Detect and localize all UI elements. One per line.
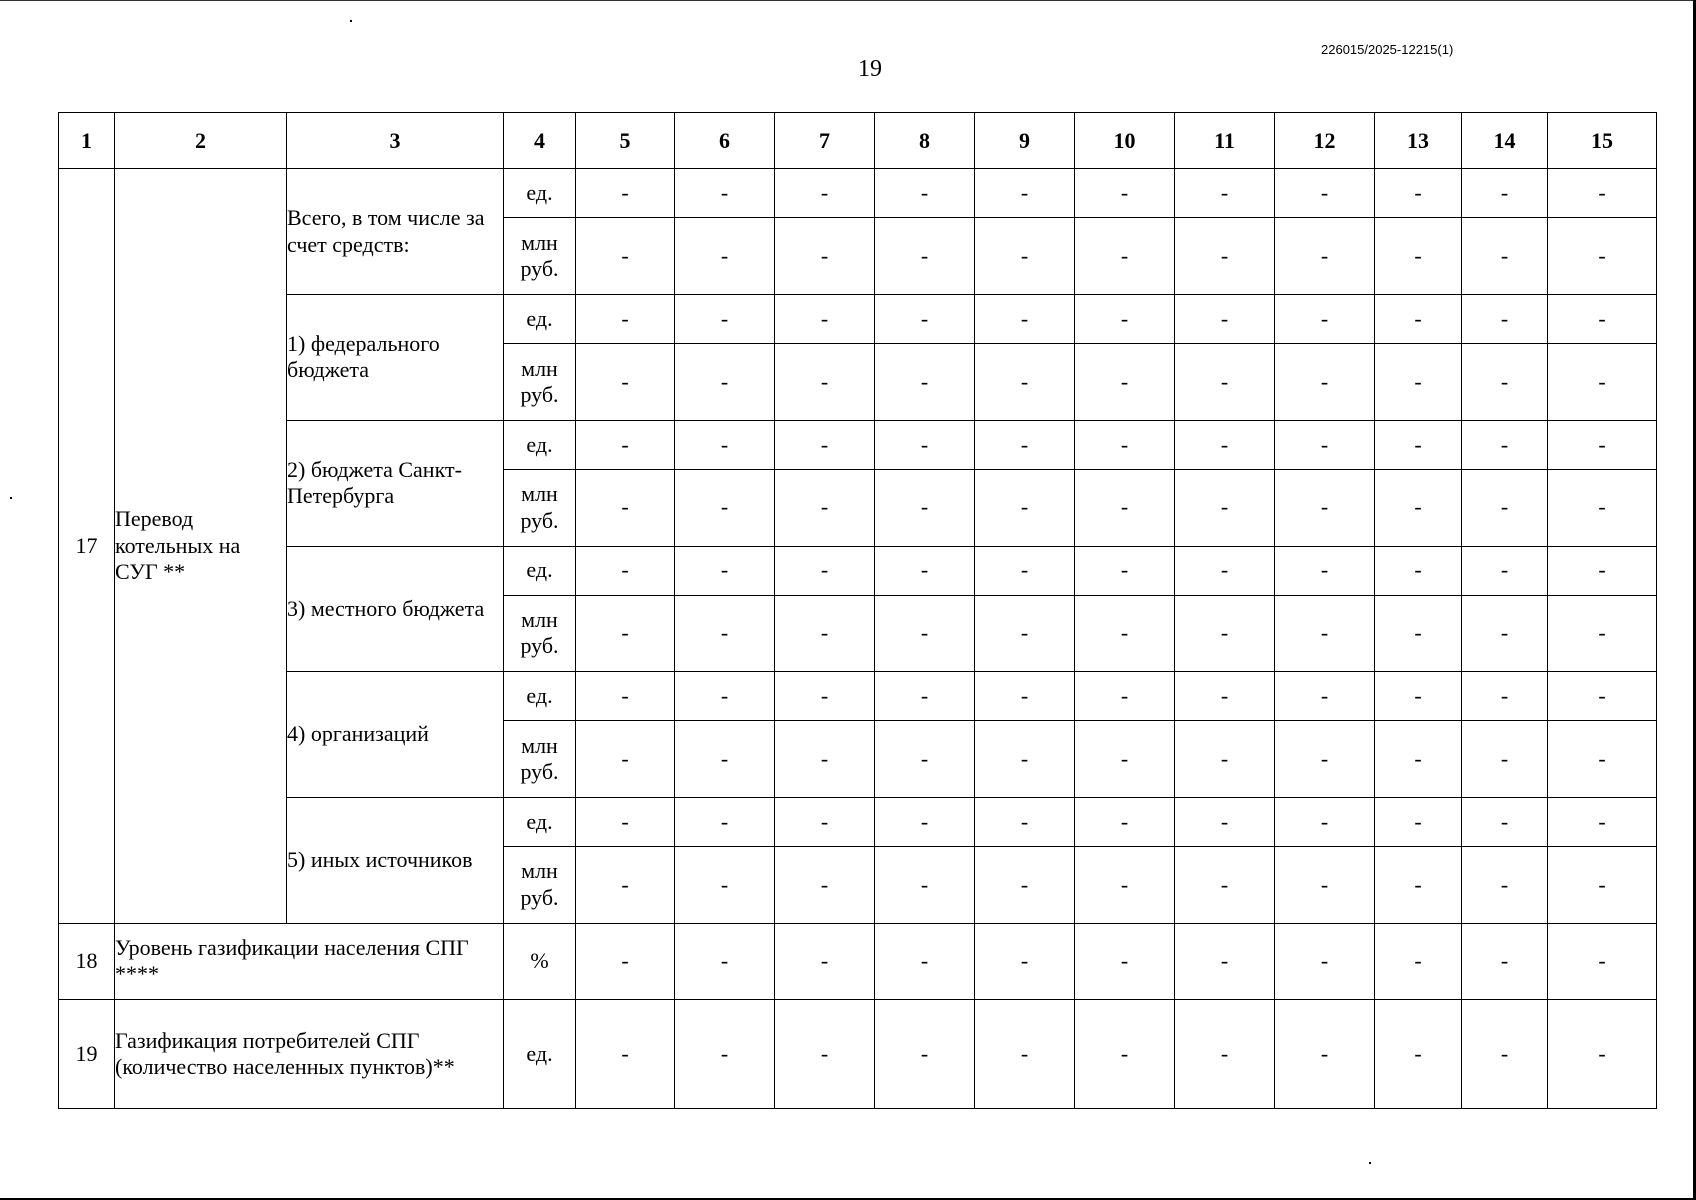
dash-cell: - [1275, 672, 1375, 721]
dash-cell: - [1548, 672, 1657, 721]
dash-cell: - [576, 218, 675, 295]
dash-cell: - [1175, 595, 1275, 672]
dash-cell: - [1375, 797, 1462, 846]
dash-cell: - [576, 846, 675, 923]
row-number: 17 [59, 169, 115, 923]
dash-cell: - [1462, 169, 1548, 218]
dash-cell: - [576, 344, 675, 421]
dash-cell: - [1075, 672, 1175, 721]
dash-cell: - [1275, 721, 1375, 798]
funding-source: 1) федерального бюджета [287, 295, 504, 421]
dash-cell: - [675, 595, 775, 672]
dash-cell: - [775, 846, 875, 923]
dash-cell: - [576, 420, 675, 469]
unit-label: ед. [504, 1000, 576, 1109]
column-header: 7 [775, 113, 875, 169]
dash-cell: - [1462, 218, 1548, 295]
dash-cell: - [1075, 169, 1175, 218]
dash-cell: - [1375, 169, 1462, 218]
dash-cell: - [1075, 546, 1175, 595]
dash-cell: - [1275, 546, 1375, 595]
page-number: 19 [858, 56, 882, 82]
column-header-row [59, 113, 1657, 169]
document-code: 226015/2025-12215(1) [1321, 42, 1454, 57]
table-row [59, 1000, 1657, 1109]
dash-cell: - [1175, 546, 1275, 595]
dash-cell: - [1075, 344, 1175, 421]
dash-cell: - [1275, 295, 1375, 344]
dash-cell: - [1462, 595, 1548, 672]
indicator-name: Газификация потребителей СПГ (количество населенных пунктов)** [115, 1000, 504, 1109]
dash-cell: - [975, 295, 1075, 344]
dash-cell: - [1375, 344, 1462, 421]
dash-cell: - [1075, 295, 1175, 344]
dash-cell: - [875, 469, 975, 546]
table-row [59, 420, 1657, 469]
table-row [59, 923, 1657, 1000]
table-row [59, 546, 1657, 595]
dash-cell: - [875, 923, 975, 1000]
indicator-name: Перевод котельных на СУГ ** [115, 169, 287, 923]
dash-cell: - [975, 1000, 1075, 1109]
dash-cell: - [576, 169, 675, 218]
dash-cell: - [775, 595, 875, 672]
dash-cell: - [1462, 1000, 1548, 1109]
dash-cell: - [1275, 1000, 1375, 1109]
scan-speck [350, 20, 352, 22]
dash-cell: - [1462, 344, 1548, 421]
dash-cell: - [775, 169, 875, 218]
funding-source: 5) иных источников [287, 797, 504, 923]
dash-cell: - [1375, 923, 1462, 1000]
dash-cell: - [775, 546, 875, 595]
dash-cell: - [875, 846, 975, 923]
table-row [59, 797, 1657, 846]
dash-cell: - [675, 344, 775, 421]
dash-cell: - [576, 721, 675, 798]
dash-cell: - [1075, 420, 1175, 469]
dash-cell: - [1075, 218, 1175, 295]
unit-label: млн руб. [504, 344, 576, 421]
dash-cell: - [1548, 797, 1657, 846]
column-header: 8 [875, 113, 975, 169]
dash-cell: - [1375, 595, 1462, 672]
dash-cell: - [1462, 546, 1548, 595]
column-header: 9 [975, 113, 1075, 169]
dash-cell: - [1548, 1000, 1657, 1109]
dash-cell: - [1075, 1000, 1175, 1109]
dash-cell: - [576, 295, 675, 344]
column-header: 3 [287, 113, 504, 169]
unit-label: ед. [504, 797, 576, 846]
dash-cell: - [975, 218, 1075, 295]
dash-cell: - [1075, 469, 1175, 546]
funding-source: 2) бюджета Санкт-Петербурга [287, 420, 504, 546]
dash-cell: - [576, 595, 675, 672]
dash-cell: - [1548, 218, 1657, 295]
dash-cell: - [875, 218, 975, 295]
dash-cell: - [875, 546, 975, 595]
dash-cell: - [1548, 595, 1657, 672]
dash-cell: - [576, 672, 675, 721]
dash-cell: - [1275, 595, 1375, 672]
dash-cell: - [675, 218, 775, 295]
dash-cell: - [1375, 546, 1462, 595]
dash-cell: - [775, 923, 875, 1000]
dash-cell: - [875, 420, 975, 469]
dash-cell: - [1275, 420, 1375, 469]
dash-cell: - [975, 469, 1075, 546]
dash-cell: - [1375, 1000, 1462, 1109]
dash-cell: - [1548, 295, 1657, 344]
dash-cell: - [975, 721, 1075, 798]
dash-cell: - [675, 469, 775, 546]
table-row [59, 672, 1657, 721]
dash-cell: - [1548, 846, 1657, 923]
dash-cell: - [975, 595, 1075, 672]
funding-source: Всего, в том числе за счет средств: [287, 169, 504, 295]
unit-label: % [504, 923, 576, 1000]
unit-label: ед. [504, 295, 576, 344]
dash-cell: - [1548, 923, 1657, 1000]
unit-label: млн руб. [504, 469, 576, 546]
dash-cell: - [875, 721, 975, 798]
unit-label: млн руб. [504, 218, 576, 295]
dash-cell: - [1375, 846, 1462, 923]
dash-cell: - [1075, 923, 1175, 1000]
dash-cell: - [1275, 797, 1375, 846]
data-table [58, 112, 1657, 1109]
dash-cell: - [1375, 218, 1462, 295]
dash-cell: - [775, 295, 875, 344]
dash-cell: - [975, 672, 1075, 721]
dash-cell: - [576, 923, 675, 1000]
dash-cell: - [875, 295, 975, 344]
dash-cell: - [975, 344, 1075, 421]
dash-cell: - [1462, 923, 1548, 1000]
dash-cell: - [975, 546, 1075, 595]
table-row [59, 169, 1657, 218]
dash-cell: - [775, 218, 875, 295]
dash-cell: - [1175, 218, 1275, 295]
dash-cell: - [1275, 469, 1375, 546]
dash-cell: - [1175, 923, 1275, 1000]
dash-cell: - [675, 295, 775, 344]
dash-cell: - [975, 169, 1075, 218]
unit-label: млн руб. [504, 595, 576, 672]
unit-label: ед. [504, 169, 576, 218]
dash-cell: - [576, 797, 675, 846]
dash-cell: - [1462, 469, 1548, 546]
dash-cell: - [875, 1000, 975, 1109]
unit-label: ед. [504, 420, 576, 469]
indicator-name: Уровень газификации населения СПГ **** [115, 923, 504, 1000]
scan-speck [10, 497, 12, 499]
dash-cell: - [775, 469, 875, 546]
dash-cell: - [1075, 595, 1175, 672]
dash-cell: - [1175, 721, 1275, 798]
column-header: 14 [1462, 113, 1548, 169]
unit-label: ед. [504, 672, 576, 721]
dash-cell: - [775, 1000, 875, 1109]
column-header: 12 [1275, 113, 1375, 169]
dash-cell: - [675, 721, 775, 798]
dash-cell: - [675, 420, 775, 469]
dash-cell: - [875, 672, 975, 721]
dash-cell: - [1375, 672, 1462, 721]
dash-cell: - [1275, 218, 1375, 295]
dash-cell: - [775, 420, 875, 469]
unit-label: млн руб. [504, 721, 576, 798]
table-row [59, 295, 1657, 344]
dash-cell: - [1548, 344, 1657, 421]
dash-cell: - [875, 169, 975, 218]
dash-cell: - [975, 797, 1075, 846]
dash-cell: - [1175, 420, 1275, 469]
dash-cell: - [675, 797, 775, 846]
column-header: 11 [1175, 113, 1275, 169]
dash-cell: - [675, 169, 775, 218]
column-header: 4 [504, 113, 576, 169]
column-header: 2 [115, 113, 287, 169]
dash-cell: - [1275, 344, 1375, 421]
dash-cell: - [1548, 546, 1657, 595]
dash-cell: - [1462, 420, 1548, 469]
dash-cell: - [1175, 846, 1275, 923]
row-number: 19 [59, 1000, 115, 1109]
dash-cell: - [1275, 846, 1375, 923]
dash-cell: - [1462, 295, 1548, 344]
scan-speck [1369, 1162, 1371, 1164]
dash-cell: - [1175, 469, 1275, 546]
dash-cell: - [1548, 420, 1657, 469]
unit-label: ед. [504, 546, 576, 595]
dash-cell: - [1175, 1000, 1275, 1109]
dash-cell: - [775, 797, 875, 846]
dash-cell: - [1175, 344, 1275, 421]
dash-cell: - [1075, 846, 1175, 923]
page-top-edge [0, 0, 1696, 1]
dash-cell: - [675, 846, 775, 923]
dash-cell: - [1548, 469, 1657, 546]
dash-cell: - [975, 420, 1075, 469]
dash-cell: - [1175, 797, 1275, 846]
dash-cell: - [675, 923, 775, 1000]
column-header: 6 [675, 113, 775, 169]
dash-cell: - [775, 721, 875, 798]
dash-cell: - [775, 672, 875, 721]
dash-cell: - [1375, 469, 1462, 546]
dash-cell: - [1375, 420, 1462, 469]
dash-cell: - [1462, 721, 1548, 798]
dash-cell: - [1075, 797, 1175, 846]
dash-cell: - [1075, 721, 1175, 798]
dash-cell: - [1175, 295, 1275, 344]
dash-cell: - [1548, 721, 1657, 798]
dash-cell: - [1275, 923, 1375, 1000]
dash-cell: - [1375, 295, 1462, 344]
dash-cell: - [1548, 169, 1657, 218]
funding-source: 4) организаций [287, 672, 504, 798]
dash-cell: - [1462, 672, 1548, 721]
dash-cell: - [576, 469, 675, 546]
dash-cell: - [576, 546, 675, 595]
dash-cell: - [1175, 169, 1275, 218]
column-header: 15 [1548, 113, 1657, 169]
funding-source: 3) местного бюджета [287, 546, 504, 672]
unit-label: млн руб. [504, 846, 576, 923]
dash-cell: - [775, 344, 875, 421]
dash-cell: - [875, 595, 975, 672]
dash-cell: - [1375, 721, 1462, 798]
dash-cell: - [1275, 169, 1375, 218]
dash-cell: - [1175, 672, 1275, 721]
dash-cell: - [675, 672, 775, 721]
dash-cell: - [576, 1000, 675, 1109]
row-number: 18 [59, 923, 115, 1000]
dash-cell: - [1462, 797, 1548, 846]
dash-cell: - [975, 923, 1075, 1000]
column-header: 10 [1075, 113, 1175, 169]
dash-cell: - [1462, 846, 1548, 923]
column-header: 1 [59, 113, 115, 169]
dash-cell: - [675, 1000, 775, 1109]
dash-cell: - [875, 797, 975, 846]
dash-cell: - [975, 846, 1075, 923]
dash-cell: - [675, 546, 775, 595]
column-header: 13 [1375, 113, 1462, 169]
dash-cell: - [875, 344, 975, 421]
column-header: 5 [576, 113, 675, 169]
